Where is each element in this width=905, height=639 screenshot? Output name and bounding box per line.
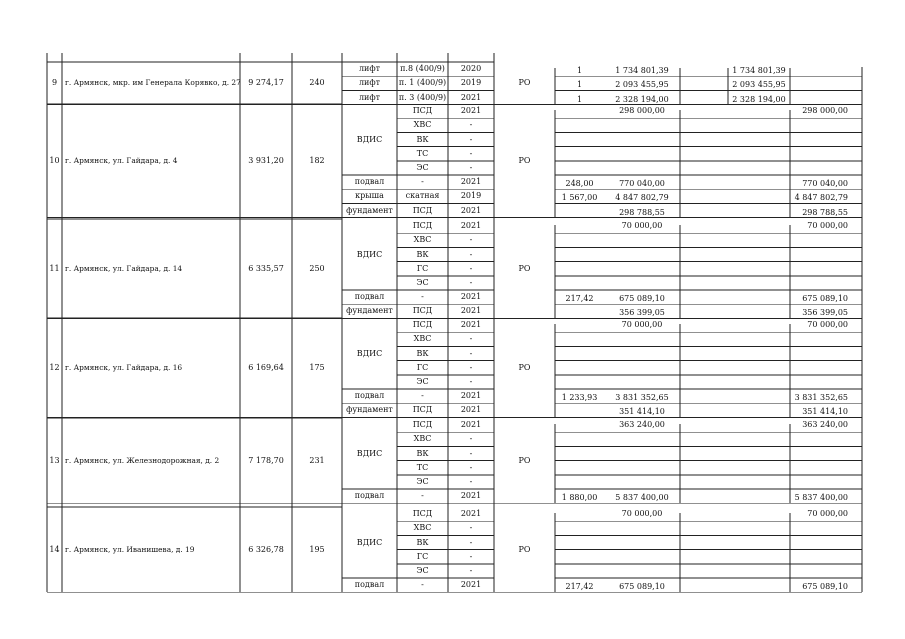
vdis-spec-cell: ВК: [416, 348, 429, 358]
total-cell: 5 837 400,00: [794, 493, 848, 503]
vdis-spec-cell: ГС: [416, 263, 429, 273]
vdis-year-cell: -: [469, 148, 473, 158]
cost-cell: 770 040,00: [619, 179, 665, 189]
residents-cell: 240: [309, 78, 325, 88]
work-type-cell: фундамент: [346, 205, 393, 215]
vdis-spec-cell: ВК: [416, 537, 429, 547]
subtotal-cell: 2 093 455,95: [732, 80, 786, 90]
org-cell: РО: [518, 455, 531, 465]
cost-cell: 5 837 400,00: [615, 493, 669, 503]
vdis-year-cell: -: [469, 235, 473, 245]
total-cell: 4 847 802,79: [794, 193, 848, 203]
total-cell: 3 831 352,65: [794, 393, 848, 403]
vdis-year-cell: 2021: [460, 221, 482, 231]
vdis-spec-cell: ПСД: [412, 106, 433, 116]
area-cell: 6 335,57: [248, 263, 284, 273]
vdis-spec-cell: ХВС: [413, 523, 432, 533]
work-spec-cell: п. 3 (400/9): [398, 92, 447, 102]
total-cell: 356 399,05: [802, 308, 848, 318]
area-cell: 6 326,78: [248, 544, 284, 554]
work-spec-cell: скатная: [405, 191, 440, 201]
work-type-cell: фундамент: [346, 405, 393, 415]
vdis-label: ВДИС: [356, 448, 383, 458]
quantity-cell: 248,00: [565, 179, 594, 189]
address-cell: г. Армянск, ул. Железнодорожная, д. 2: [65, 455, 220, 465]
subtotal-cell: 2 328 194,00: [732, 94, 786, 104]
vdis-year-cell: -: [469, 376, 473, 386]
org-cell: РО: [518, 155, 531, 165]
vdis-year-cell: -: [469, 120, 473, 130]
vdis-spec-cell: ЭС: [416, 162, 429, 172]
work-type-cell: фундамент: [346, 306, 393, 316]
cost-cell: 3 831 352,65: [615, 393, 669, 403]
work-year-cell: 2021: [460, 177, 482, 187]
work-spec-cell: -: [421, 580, 424, 590]
vdis-spec-cell: ВК: [416, 448, 429, 458]
total-cell: 351 414,10: [802, 407, 848, 417]
org-cell: РО: [518, 78, 531, 88]
vdis-spec-cell: ХВС: [413, 235, 432, 245]
residents-cell: 231: [309, 455, 325, 465]
quantity-cell: 217,42: [565, 582, 594, 592]
total-cell: 770 040,00: [802, 179, 848, 189]
row-number: 11: [49, 263, 60, 273]
address-cell: г. Армянск, ул. Гайдара, д. 14: [65, 263, 183, 273]
work-year-cell: 2021: [460, 205, 482, 215]
work-spec-cell: п.8 (400/9): [400, 64, 445, 74]
address-cell: г. Армянск, мкр. им Генерала Корявко, д. 27: [65, 78, 241, 88]
cost-cell: 356 399,05: [619, 308, 665, 318]
quantity-cell: 1: [576, 66, 583, 76]
vdis-year-cell: -: [469, 523, 473, 533]
area-cell: 7 178,70: [248, 455, 284, 465]
work-spec-cell: -: [421, 177, 424, 187]
vdis-cost-cell: 363 240,00: [619, 420, 665, 430]
work-year-cell: 2021: [460, 306, 482, 316]
vdis-total-cell: 70 000,00: [807, 509, 848, 519]
vdis-year-cell: -: [469, 537, 473, 547]
vdis-spec-cell: ПСД: [412, 320, 433, 330]
vdis-cost-cell: 298 000,00: [619, 106, 665, 116]
work-type-cell: лифт: [358, 92, 381, 102]
work-year-cell: 2021: [460, 580, 482, 590]
vdis-label: ВДИС: [356, 134, 383, 144]
vdis-year-cell: -: [469, 462, 473, 472]
residents-cell: 250: [309, 263, 325, 273]
work-year-cell: 2019: [460, 191, 482, 201]
work-year-cell: 2021: [460, 391, 482, 401]
work-year-cell: 2021: [460, 292, 482, 302]
vdis-total-cell: 298 000,00: [802, 106, 848, 116]
org-cell: РО: [518, 263, 531, 273]
vdis-spec-cell: ВК: [416, 249, 429, 259]
vdis-cost-cell: 70 000,00: [621, 320, 663, 330]
total-cell: 675 089,10: [802, 582, 848, 592]
vdis-label: ВДИС: [356, 348, 383, 358]
quantity-cell: 1 233,93: [561, 393, 598, 403]
vdis-year-cell: -: [469, 565, 473, 575]
vdis-spec-cell: ТС: [416, 148, 429, 158]
subtotal-cell: 1 734 801,39: [732, 66, 786, 76]
work-spec-cell: ПСД: [412, 405, 433, 415]
work-type-cell: подвал: [354, 292, 385, 302]
work-spec-cell: п. 1 (400/9): [398, 78, 447, 88]
vdis-total-cell: 70 000,00: [807, 320, 848, 330]
work-type-cell: лифт: [358, 78, 381, 88]
cost-cell: 4 847 802,79: [615, 193, 669, 203]
vdis-cost-cell: 70 000,00: [621, 221, 663, 231]
work-year-cell: 2021: [460, 92, 482, 102]
work-type-cell: подвал: [354, 491, 385, 501]
quantity-cell: 1: [576, 94, 583, 104]
cost-cell: 2 093 455,95: [615, 80, 669, 90]
work-spec-cell: -: [421, 491, 424, 501]
vdis-spec-cell: ПСД: [412, 221, 433, 231]
vdis-year-cell: -: [469, 551, 473, 561]
vdis-year-cell: -: [469, 134, 473, 144]
residents-cell: 182: [309, 155, 325, 165]
vdis-spec-cell: ЭС: [416, 277, 429, 287]
vdis-spec-cell: ГС: [416, 362, 429, 372]
work-type-cell: подвал: [354, 177, 385, 187]
org-cell: РО: [518, 362, 531, 372]
residents-cell: 175: [309, 362, 325, 372]
quantity-cell: 1 567,00: [561, 193, 598, 203]
cost-cell: 2 328 194,00: [615, 94, 669, 104]
area-cell: 6 169,64: [248, 362, 284, 372]
vdis-year-cell: -: [469, 448, 473, 458]
work-type-cell: лифт: [358, 64, 381, 74]
vdis-cost-cell: 70 000,00: [621, 509, 663, 519]
cost-cell: 675 089,10: [619, 582, 665, 592]
vdis-label: ВДИС: [356, 537, 383, 547]
org-cell: РО: [518, 544, 531, 554]
work-year-cell: 2021: [460, 491, 482, 501]
vdis-spec-cell: ХВС: [413, 334, 432, 344]
cost-cell: 298 788,55: [619, 207, 665, 217]
row-number: 13: [49, 455, 60, 465]
address-cell: г. Армянск, ул. Иванишева, д. 19: [65, 544, 195, 554]
work-type-cell: подвал: [354, 391, 385, 401]
vdis-spec-cell: ПСД: [412, 420, 433, 430]
vdis-year-cell: 2021: [460, 106, 482, 116]
vdis-spec-cell: ХВС: [413, 434, 432, 444]
vdis-total-cell: 70 000,00: [807, 221, 848, 231]
vdis-year-cell: -: [469, 263, 473, 273]
quantity-cell: 1: [576, 80, 583, 90]
vdis-spec-cell: ЭС: [416, 376, 429, 386]
vdis-spec-cell: ЭС: [416, 476, 429, 486]
vdis-total-cell: 363 240,00: [802, 420, 848, 430]
work-spec-cell: ПСД: [412, 205, 433, 215]
quantity-cell: 1 880,00: [561, 493, 598, 503]
vdis-spec-cell: ХВС: [413, 120, 432, 130]
vdis-year-cell: -: [469, 348, 473, 358]
vdis-year-cell: -: [469, 162, 473, 172]
quantity-cell: 217,42: [565, 294, 594, 304]
address-cell: г. Армянск, ул. Гайдара, д. 4: [65, 155, 178, 165]
row-number: 12: [49, 362, 60, 372]
cost-cell: 1 734 801,39: [615, 66, 669, 76]
work-type-cell: крыша: [355, 191, 384, 201]
work-year-cell: 2021: [460, 405, 482, 415]
vdis-year-cell: 2021: [460, 320, 482, 330]
vdis-spec-cell: ГС: [416, 551, 429, 561]
vdis-spec-cell: ЭС: [416, 565, 429, 575]
total-cell: 298 788,55: [802, 207, 848, 217]
work-year-cell: 2019: [460, 78, 482, 88]
vdis-spec-cell: ПСД: [412, 509, 433, 519]
area-cell: 3 931,20: [248, 155, 284, 165]
vdis-year-cell: 2021: [460, 420, 482, 430]
work-year-cell: 2020: [460, 64, 482, 74]
work-type-cell: подвал: [354, 580, 385, 590]
vdis-year-cell: -: [469, 434, 473, 444]
vdis-year-cell: -: [469, 476, 473, 486]
cost-cell: 675 089,10: [619, 294, 665, 304]
work-spec-cell: -: [421, 391, 424, 401]
row-number: 14: [49, 544, 60, 554]
cost-cell: 351 414,10: [619, 407, 665, 417]
residents-cell: 195: [309, 544, 325, 554]
vdis-year-cell: -: [469, 334, 473, 344]
vdis-year-cell: -: [469, 277, 473, 287]
vdis-label: ВДИС: [356, 249, 383, 259]
total-cell: 675 089,10: [802, 294, 848, 304]
row-number: 9: [51, 78, 58, 88]
work-spec-cell: ПСД: [412, 306, 433, 316]
vdis-year-cell: -: [469, 362, 473, 372]
row-number: 10: [49, 155, 60, 165]
vdis-spec-cell: ТС: [416, 462, 429, 472]
vdis-year-cell: 2021: [460, 509, 482, 519]
area-cell: 9 274,17: [248, 78, 284, 88]
vdis-spec-cell: ВК: [416, 134, 429, 144]
vdis-year-cell: -: [469, 249, 473, 259]
address-cell: г. Армянск, ул. Гайдара, д. 16: [65, 362, 183, 372]
work-spec-cell: -: [421, 292, 424, 302]
